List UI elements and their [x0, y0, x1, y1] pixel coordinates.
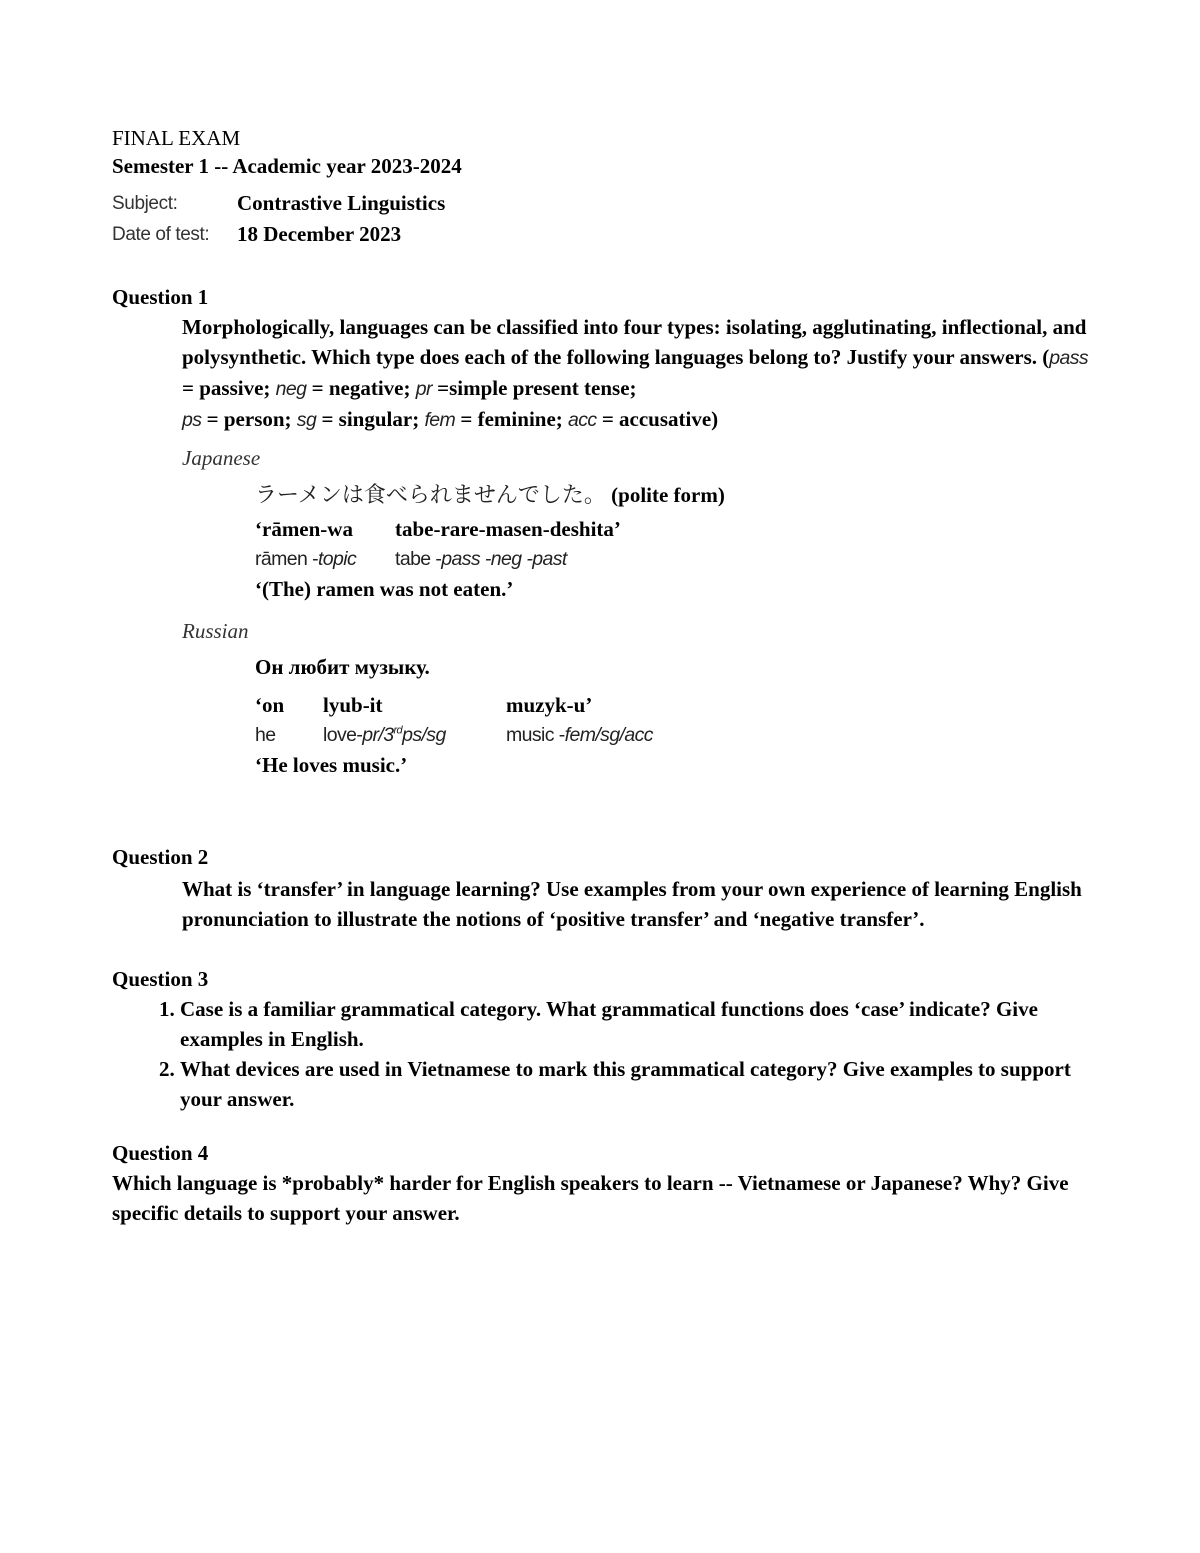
- russian-gloss-2-tag: pr/3: [362, 724, 394, 746]
- japanese-note: (polite form): [611, 483, 725, 507]
- semester-line: Semester 1 -- Academic year 2023-2024: [112, 154, 462, 178]
- date-value: 18 December 2023: [237, 222, 402, 246]
- russian-gloss-3: music -: [506, 724, 565, 746]
- question-3: [112, 964, 1102, 1114]
- japanese-translit-word-2: tabe-rare-masen-deshita’: [395, 517, 621, 541]
- japanese-transliteration: [255, 514, 1102, 544]
- russian-translit-word-1: ‘on: [255, 693, 285, 717]
- abbr-pr-def: =simple present tense;: [431, 376, 637, 400]
- question-1-text: [182, 312, 1102, 435]
- japanese-gloss-2: tabe -: [395, 548, 442, 570]
- question-2-text: What is ‘transfer’ in language learning? Use examples from your own experience of learning English pronunciation to illustrate the notions of ‘positive transfer’ and ‘negative transfer’.: [182, 877, 1082, 931]
- russian-transliteration: [255, 690, 1102, 720]
- exam-page: [112, 124, 1102, 1228]
- japanese-translation: ‘(The) ramen was not eaten.’: [255, 577, 514, 601]
- russian-label: Russian: [182, 619, 249, 643]
- japanese-translit-word-1: ‘rāmen-wa: [255, 517, 353, 541]
- abbr-fem-def: = feminine;: [455, 407, 569, 431]
- question-4: [112, 1138, 1102, 1228]
- japanese-gloss-1-tag: topic: [317, 548, 357, 570]
- japanese-sentence-row: [255, 477, 1102, 514]
- japanese-gloss-1: rāmen -: [255, 548, 318, 570]
- date-row: [112, 219, 1102, 250]
- abbr-pr: pr: [415, 378, 432, 400]
- question-3-list: [112, 994, 1102, 1114]
- question-1: [112, 282, 1102, 780]
- subject-label: Subject:: [112, 193, 178, 214]
- russian-gloss-3-tags: fem/sg/acc: [564, 724, 653, 746]
- japanese-example: [255, 477, 1102, 604]
- abbr-pass: pass: [1049, 347, 1089, 369]
- question-4-text: Which language is *probably* harder for English speakers to learn -- Vietnamese or Japanese? Why? Give specific details to support your answer.: [112, 1171, 1069, 1225]
- russian-gloss-1: he: [255, 724, 276, 746]
- russian-gloss-2-tag-b: ps/sg: [402, 724, 446, 746]
- date-label: Date of test:: [112, 224, 210, 245]
- exam-title: FINAL EXAM: [112, 126, 241, 150]
- russian-gloss-2-sup: rd: [393, 724, 403, 737]
- russian-gloss: [255, 720, 1102, 750]
- abbr-acc: acc: [568, 409, 597, 431]
- russian-example: [255, 652, 1102, 780]
- question-1-title: Question 1: [112, 285, 209, 309]
- question-4-title: Question 4: [112, 1141, 209, 1165]
- question-3-item-1: 1. Case is a familiar grammatical category. What grammatical functions does ‘case’ indicate? Give examples in English.: [180, 994, 1102, 1054]
- abbr-pass-def: = passive;: [182, 376, 276, 400]
- abbr-sg-def: = singular;: [316, 407, 425, 431]
- russian-translit-word-3: muzyk-u’: [506, 693, 593, 717]
- russian-sentence: Он любит музыку.: [255, 655, 430, 679]
- abbr-sg: sg: [296, 409, 317, 431]
- japanese-label: Japanese: [182, 446, 261, 470]
- subject-row: [112, 188, 1102, 219]
- japanese-sentence: ラーメンは食べられませんでした。: [255, 483, 606, 508]
- question-2-title: Question 2: [112, 845, 209, 869]
- abbr-ps: ps: [182, 409, 202, 431]
- abbr-neg-def: = negative;: [306, 376, 416, 400]
- abbr-acc-def: = accusative): [596, 407, 719, 431]
- question-3-title: Question 3: [112, 967, 209, 991]
- japanese-gloss-2-tags: pass -neg -past: [441, 548, 567, 570]
- japanese-gloss: [255, 544, 1102, 574]
- abbr-fem: fem: [424, 409, 456, 431]
- russian-gloss-2: love-: [323, 724, 363, 746]
- russian-translation: ‘He loves music.’: [255, 753, 408, 777]
- question-1-prompt: Morphologically, languages can be classified into four types: isolating, agglutinating, inflectional, and polysynthetic. Which type does each of the following languages belong to? Justify your answers. (: [182, 315, 1087, 369]
- subject-value: Contrastive Linguistics: [237, 191, 446, 215]
- abbr-ps-def: = person;: [201, 407, 297, 431]
- question-2: [112, 842, 1102, 934]
- russian-translit-word-2: lyub-it: [323, 693, 383, 717]
- question-3-item-2: 2. What devices are used in Vietnamese to mark this grammatical category? Give examples to support your answer.: [180, 1054, 1102, 1114]
- abbr-neg: neg: [275, 378, 307, 400]
